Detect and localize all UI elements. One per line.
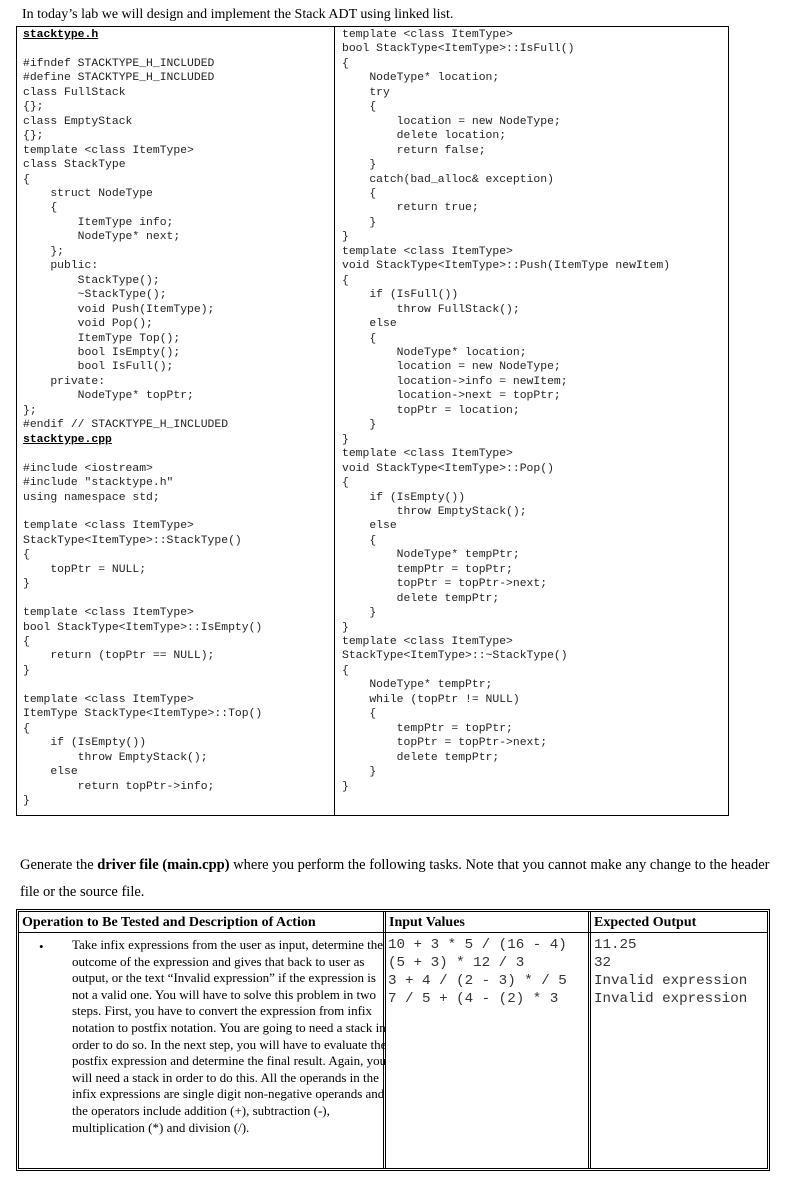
instructions-prefix: Generate the <box>20 857 98 873</box>
code-column-left <box>23 28 328 808</box>
bullet-marker: • <box>39 939 44 954</box>
instructions-bold: driver file (main.cpp) <box>97 857 230 873</box>
header-code: #ifndef STACKTYPE_H_INCLUDED #define STACKTYPE_H_INCLUDED class FullStack {}; class EmptyStack {}; template <class ItemType> class StackType { struct NodeType { ItemType info; NodeType* next; }; public: StackType(); ~StackType(); void Push(ItemType); void Pop(); ItemType Top(); bool IsEmpty(); bool IsFull(); private: NodeType* topPtr; }; #endif // STACKTYPE_H_INCLUDED <box>23 57 229 432</box>
input-values-cell <box>388 936 598 1008</box>
header-input: Input Values <box>389 915 465 930</box>
code-table <box>16 26 729 816</box>
source-code-left: #include <iostream> #include "stacktype.h" using namespace std; template <class ItemType> StackType<ItemType>::StackType() { topPtr = NULL; } template <class ItemType> bool StackType<ItemType>::IsEmpty() { return (topPtr == NULL); } template <class ItemType> ItemType StackType<ItemType>::Top() { if (IsEmpty()) throw EmptyStack(); else return topPtr->info; } <box>23 462 263 808</box>
input-value: (5 + 3) * 12 / 3 <box>388 955 525 971</box>
expected-output-cell <box>594 936 770 1008</box>
header-output: Expected Output <box>594 915 697 930</box>
source-code-right: template <class ItemType> bool StackType<ItemType>::IsFull() { NodeType* location; try { location = new NodeType; delete location; return false; } catch(bad_alloc& exception) { return true; } } template <class ItemType> void StackType<ItemType>::Push(ItemType newItem) { if (IsFull()) throw FullStack(); else { NodeType* location; location = new NodeType; location->info = newItem; location->next = topPtr; topPtr = location; } } template <class ItemType> void StackType<ItemType>::Pop() { if (IsEmpty()) throw EmptyStack(); else { NodeType* tempPtr; tempPtr = topPtr; topPtr = topPtr->next; delete tempPtr; } } template <class ItemType> StackType<ItemType>::~StackType() { NodeType* tempPtr; while (topPtr != NULL) { tempPtr = topPtr; topPtr = topPtr->next; delete tempPtr; } } <box>342 29 671 793</box>
input-value: 7 / 5 + (4 - (2) * 3 <box>388 991 559 1007</box>
expected-output: 11.25 <box>594 937 637 953</box>
expected-output: Invalid expression <box>594 991 748 1007</box>
header-file-label: stacktype.h <box>23 29 99 41</box>
task-table <box>16 909 770 1171</box>
expected-output: Invalid expression <box>594 973 748 989</box>
input-value: 3 + 4 / (2 - 3) * / 5 <box>388 973 567 989</box>
instructions-suffix: where you perform the following tasks. Note that you cannot make any change to the header file or the source file. <box>20 857 770 900</box>
header-operation: Operation to Be Tested and Description of Action <box>22 915 316 930</box>
instructions-paragraph <box>20 852 780 906</box>
code-column-right <box>342 28 727 794</box>
expected-output: 32 <box>594 955 612 971</box>
intro-text: In today’s lab we will design and implement the Stack ADT using linked list. <box>22 7 454 22</box>
task-table-header-rule <box>19 932 767 933</box>
code-table-divider <box>334 27 335 815</box>
task-description: Take infix expressions from the user as input, determine the outcome of the expression and gives that back to user as output, or the text “Invalid expression” if the expression is not a valid one. You will have to solve this problem in two steps. First, you have to convert the expression from infix notation to postfix notation. You are going to need a stack in order to do so. In the next step, you will have to evaluate the postfix expression and determine the final result. Again, you will need a stack in order to do this. All the operands in the infix expressions are single digit non-negative operands and the operators include addition (+), subtraction (-), multiplication (*) and division (/). <box>72 937 387 1135</box>
source-file-label: stacktype.cpp <box>23 433 112 446</box>
input-value: 10 + 3 * 5 / (16 - 4) <box>388 937 567 953</box>
